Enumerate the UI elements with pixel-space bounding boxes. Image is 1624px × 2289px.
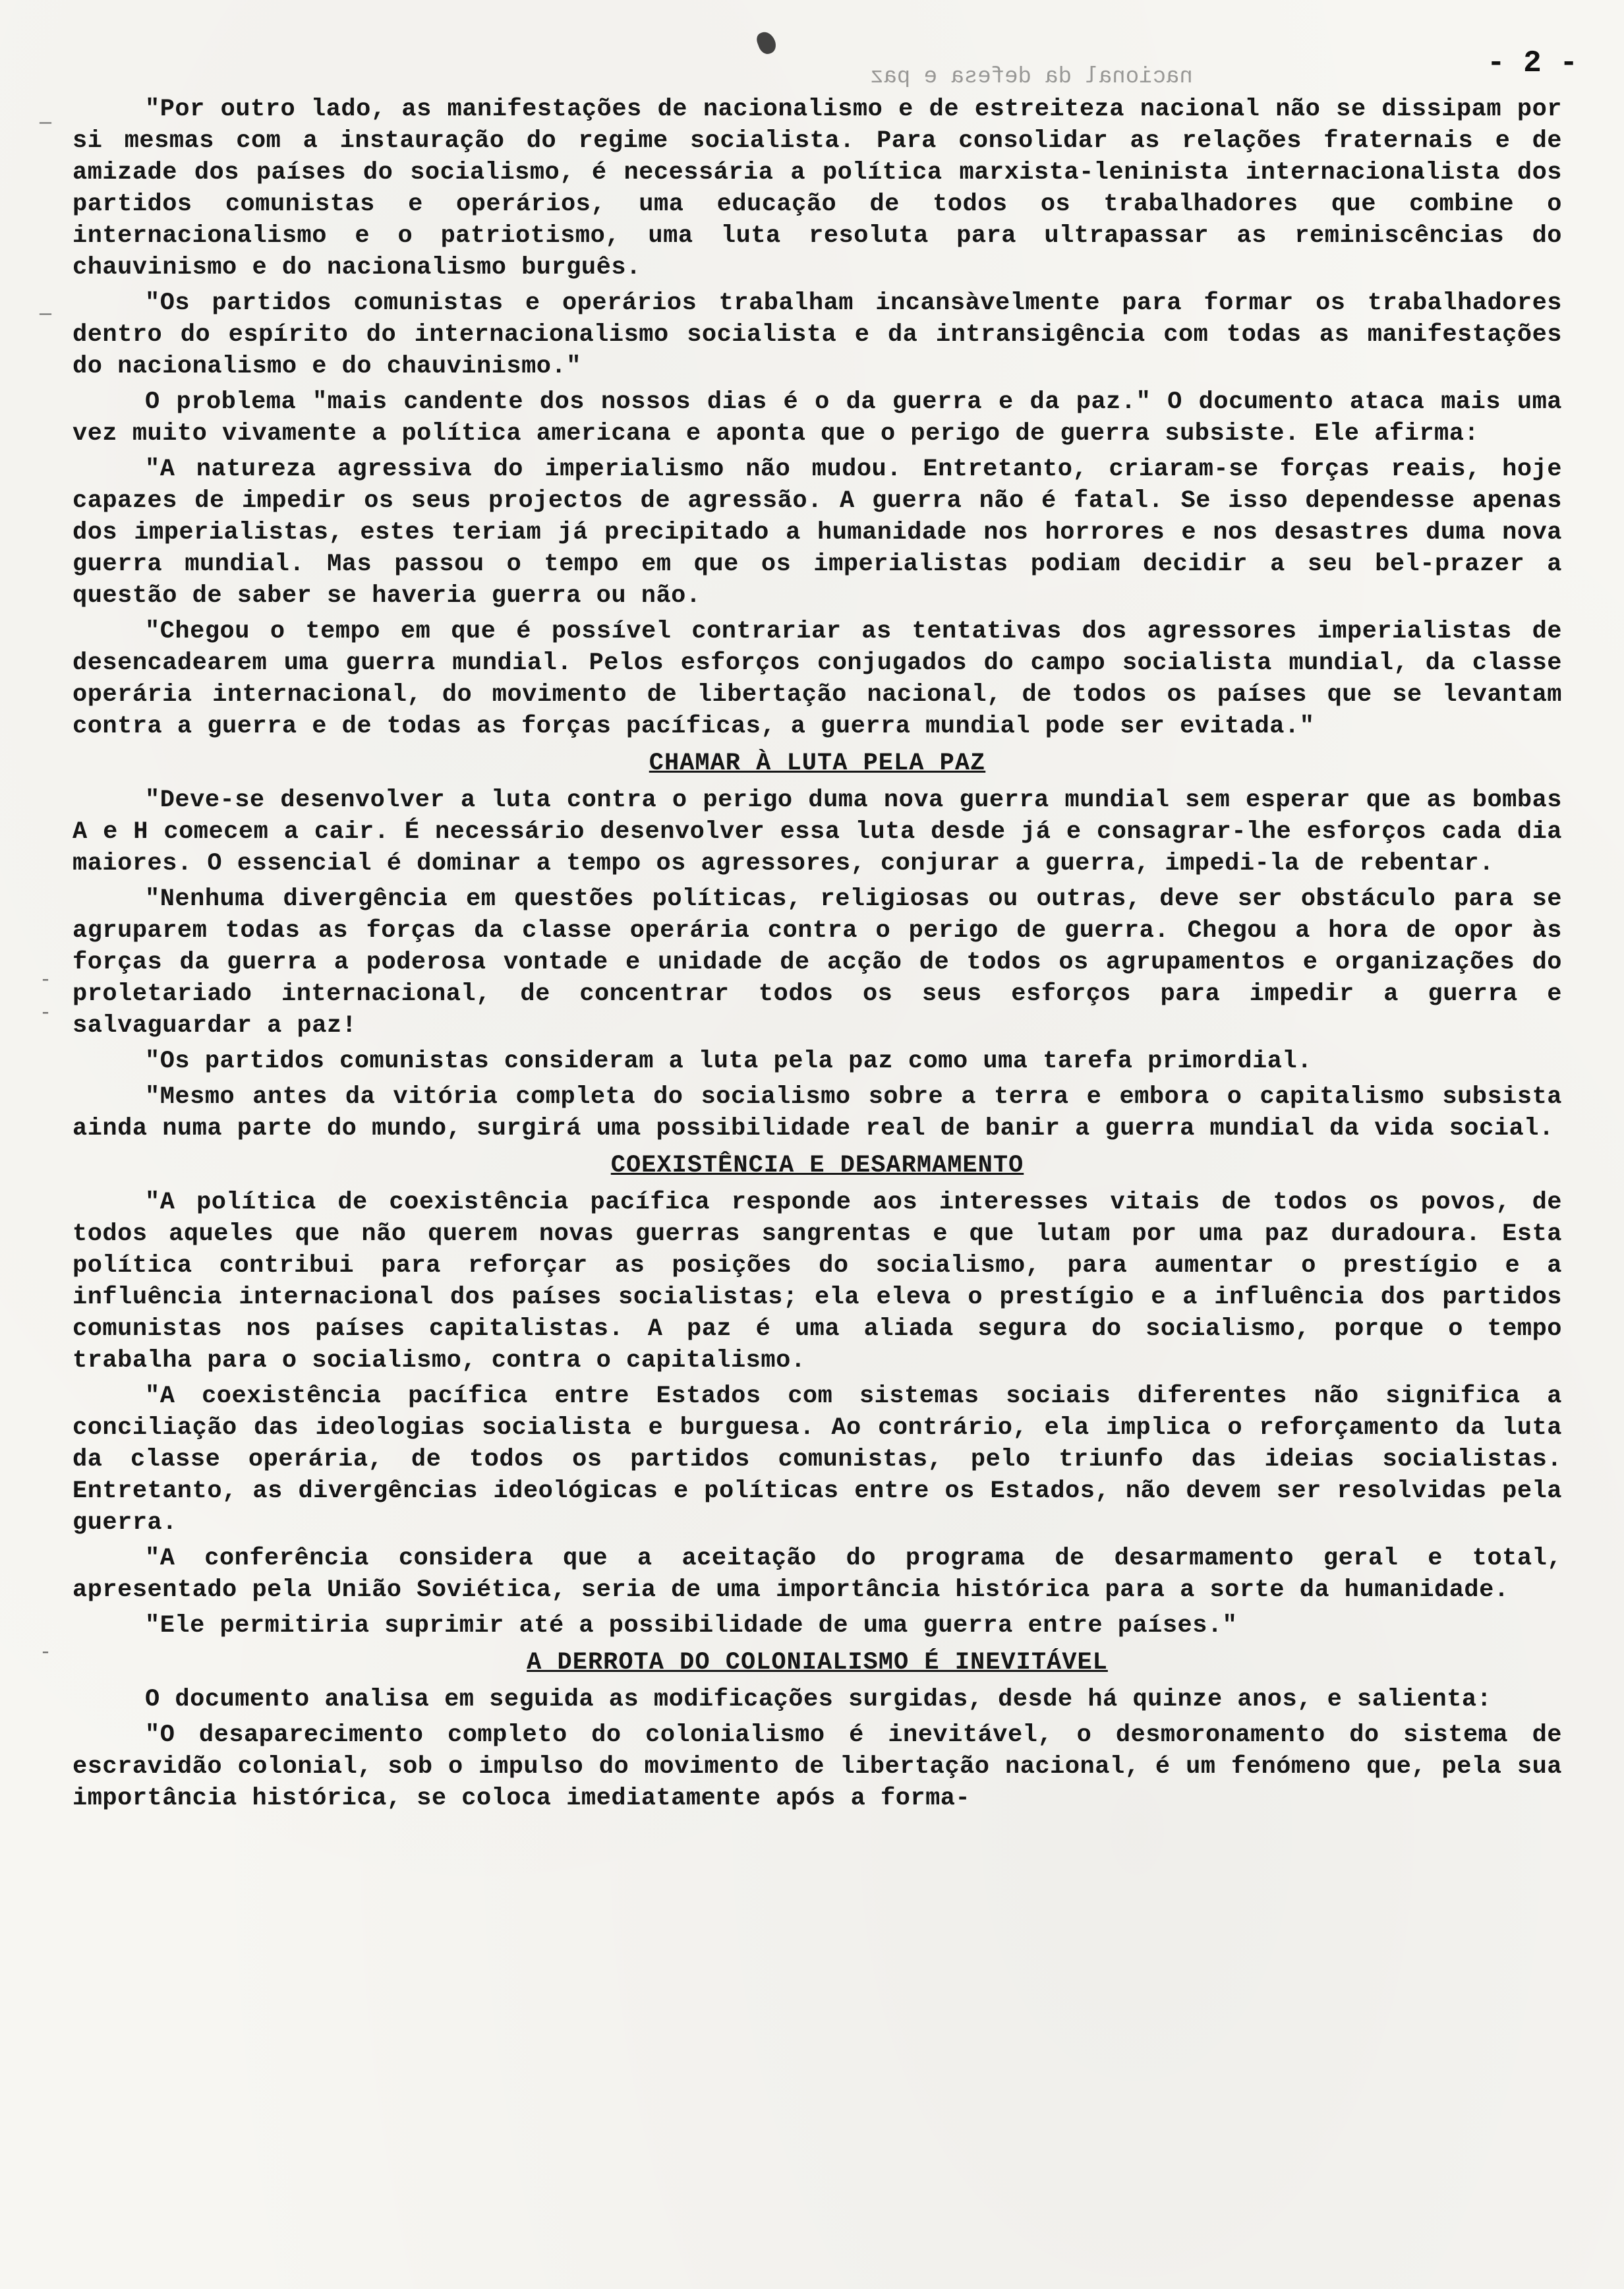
paragraph: O documento analisa em seguida as modificações surgidas, desde há quinze anos, e salienta:: [145, 1686, 1492, 1713]
paragraph: "A natureza agressiva do imperialismo não mudou. Entretanto, criaram-se forças reais, hoje capazes de impedir os seus projectos de agressão. A guerra não é fatal. Se isso dependesse apenas dos imperialistas, estes teriam já precipitado a humanidade nos horrores e nos desastres duma nova guerra mundial. Mas passou o tempo em que os imperialistas podiam decidir a seu bel-prazer a questão de saber se haveria guerra ou não.: [72, 456, 1562, 610]
margin-mark: -: [40, 1002, 52, 1025]
paragraph: "A política de coexistência pacífica responde aos interesses vitais de todos os povos, de todos aqueles que não querem novas guerras sangrentas e que lutam por uma paz duradoura. Esta política contribui para reforçar as posições do socialismo, para aumentar o prestígio e a influência internacional dos países socialistas; ela eleva o prestígio e a influência dos partidos comunistas nos países capitalistas. A paz é uma aliada segura do socialismo, porque o tempo trabalha para o socialismo, contra o capitalismo.: [72, 1189, 1562, 1375]
section-heading: CHAMAR À LUTA PELA PAZ: [649, 750, 986, 777]
section-heading: COEXISTÊNCIA E DESARMAMENTO: [610, 1152, 1024, 1179]
paragraph: "Mesmo antes da vitória completa do socialismo sobre a terra e embora o capitalismo subsista ainda numa parte do mundo, surgirá uma possibilidade real de banir a guerra mundial da vida social.: [72, 1083, 1562, 1143]
paragraph: "Chegou o tempo em que é possível contrariar as tentativas dos agressores imperialistas de desencadearem uma guerra mundial. Pelos esforços conjugados do campo socialista mundial, da classe operária internacional, do movimento de libertação nacional, de todos os países que se levantam contra a guerra e de todas as forças pacíficas, a guerra mundial pode ser evitada.": [72, 618, 1562, 740]
document-body: [72, 40, 1562, 1818]
paragraph: "Deve-se desenvolver a luta contra o perigo duma nova guerra mundial sem esperar que as bombas A e H comecem a cair. É necessário desenvolver essa luta desde já e consagrar-lhe esforços cada dia maiores. O essencial é dominar a tempo os agressores, conjurar a guerra, impedi-la de rebentar.: [72, 787, 1562, 877]
margin-mark: -: [40, 969, 52, 992]
paragraph: "A conferência considera que a aceitação do programa de desarmamento geral e total, apresentado pela União Soviética, seria de uma importância histórica para a sorte da humanidade.: [72, 1545, 1562, 1604]
margin-mark: —: [40, 303, 52, 326]
page-number: - 2 -: [1486, 46, 1578, 80]
paragraph: "Os partidos comunistas consideram a luta pela paz como uma tarefa primordial.: [145, 1048, 1312, 1075]
paragraph: "O desaparecimento completo do colonialismo é inevitável, o desmoronamento do sistema de escravidão colonial, sob o impulso do movimento de libertação nacional, é um fenómeno que, pela sua importância histórica, se coloca imediatamente após a forma-: [72, 1721, 1562, 1812]
section-heading: A DERROTA DO COLONIALISMO É INEVITÁVEL: [527, 1649, 1108, 1677]
margin-mark: -: [40, 1642, 52, 1664]
paragraph: O problema "mais candente dos nossos dias é o da guerra e da paz." O documento ataca mais uma vez muito vivamente a política americana e aponta que o perigo de guerra subsiste. Ele afirma:: [72, 388, 1562, 448]
paragraph: "Ele permitiria suprimir até a possibilidade de uma guerra entre países.": [145, 1612, 1238, 1640]
margin-mark: —: [40, 112, 52, 134]
paragraph: "Nenhuma divergência em questões políticas, religiosas ou outras, deve ser obstáculo para se agruparem todas as forças da classe operária contra o perigo de guerra. Chegou a hora de opor às forças da guerra a poderosa vontade e unidade de acção de todos os agrupamentos e organizações do proletariado internacional, de concentrar todos os seus esforços para impedir a guerra e salvaguardar a paz!: [72, 885, 1562, 1040]
paragraph: "Os partidos comunistas e operários trabalham incansàvelmente para formar os trabalhadores dentro do espírito do internacionalismo socialista e da intransigência com todas as manifestações do nacionalismo e do chauvinismo.": [72, 289, 1562, 380]
bleed-through-text: nacional da defesa e paz: [870, 65, 1193, 90]
paragraph: "A coexistência pacífica entre Estados com sistemas sociais diferentes não significa a conciliação das ideologias socialista e burguesa. Ao contrário, ela implica o reforçamento da luta da classe operária, de todos os partidos comunistas, pelo triunfo das ideias socialistas. Entretanto, as divergências ideológicas e políticas entre os Estados, não devem ser resolvidas pela guerra.: [72, 1382, 1562, 1537]
paragraph: "Por outro lado, as manifestações de nacionalismo e de estreiteza nacional não se dissipam por si mesmas com a instauração do regime socialista. Para consolidar as relações fraternais e de amizade dos países do socialismo, é necessária a política marxista-leninista internacionalista dos partidos comunistas e operários, uma educação de todos os trabalhadores que combine o internacionalismo e o patriotismo, uma luta resoluta para ultrapassar as reminiscências do chauvinismo e do nacionalismo burguês.: [72, 96, 1562, 282]
